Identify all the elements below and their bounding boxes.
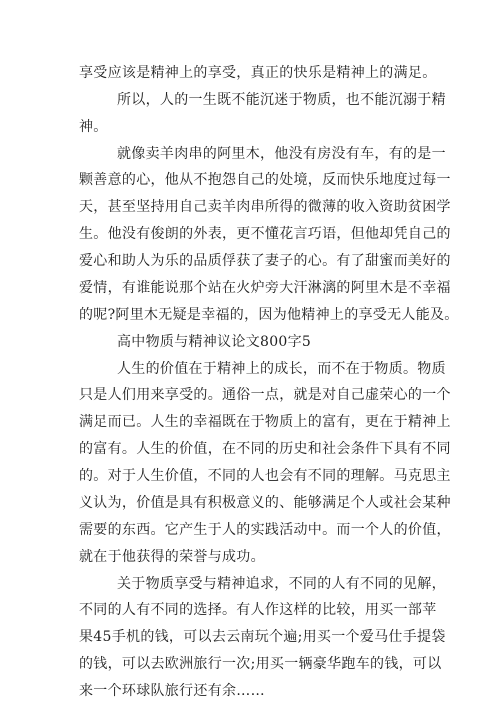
text-line: 颗善意的心，他从不抱怨自己的处境，反而快乐地度过每一 xyxy=(79,172,451,188)
text-line: 就在于他获得的荣誉与成功。 xyxy=(79,549,265,565)
text-line: 爱心和助人为乐的品质俘获了妻子的心。有了甜蜜而美好的 xyxy=(79,253,451,269)
text-line: 不同的人有不同的选择。有人作这样的比较，用买一部苹 xyxy=(79,602,437,618)
text-line: 的呢?阿里木无疑是幸福的，因为他精神上的享受无人能及。 xyxy=(79,307,459,323)
text-line: 需要的东西。它产生于人的实践活动中。而一个人的价值， xyxy=(79,522,451,538)
text-line: 义认为，价值是具有积极意义的、能够满足个人或社会某种 xyxy=(79,495,451,511)
text-line: 的富有。人生的价值，在不同的历史和社会条件下具有不同 xyxy=(79,441,451,457)
text-line: 满足而已。人生的幸福既在于物质上的富有，更在于精神上 xyxy=(79,414,451,430)
text-line: 天，甚至坚持用自己卖羊肉串所得的微薄的收入资助贫困学 xyxy=(79,199,451,215)
text-line: 的钱，可以去欧洲旅行一次;用买一辆豪华跑车的钱，可以 xyxy=(79,656,442,672)
text-line: 生。他没有俊朗的外表，更不懂花言巧语，但他却凭自己的 xyxy=(79,226,451,242)
paragraph-start: 所以，人的一生既不能沉迷于物质，也不能沉溺于精 xyxy=(117,92,446,108)
text-line: 的。对于人生价值，不同的人也会有不同的理解。马克思主 xyxy=(79,468,451,484)
paragraph-start: 关于物质享受与精神追求，不同的人有不同的见解， xyxy=(117,576,446,592)
text-line: 只是人们用来享受的。通俗一点，就是对自己虚荣心的一个 xyxy=(79,387,451,403)
text-line: 爱情，有谁能说那个站在火炉旁大汗淋漓的阿里木是不幸福 xyxy=(79,280,451,296)
paragraph-start: 就像卖羊肉串的阿里木，他没有房没有车，有的是一 xyxy=(117,146,446,162)
section-title: 高中物质与精神议论文800字5 xyxy=(117,334,312,350)
text-line: 果45手机的钱，可以去云南玩个遍;用买一个爱马仕手提袋 xyxy=(79,629,446,645)
paragraph-start: 人生的价值在于精神上的成长，而不在于物质。物质 xyxy=(117,361,446,377)
text-line: 享受应该是精神上的享受，真正的快乐是精神上的满足。 xyxy=(79,65,437,81)
text-line: 来一个环球队旅行还有余…… xyxy=(79,683,265,699)
text-line: 神。 xyxy=(79,119,108,135)
